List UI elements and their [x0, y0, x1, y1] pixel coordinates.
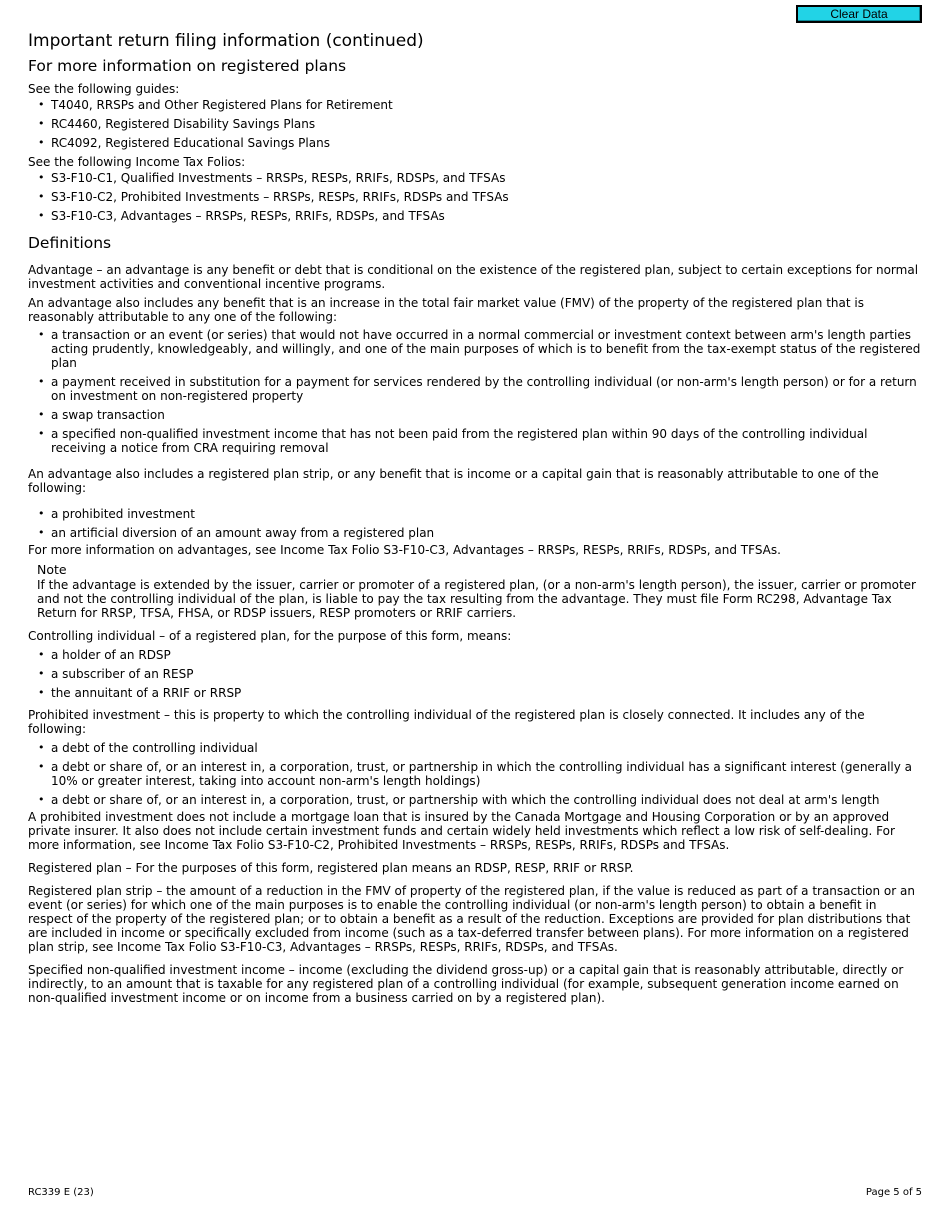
page-number: Page 5 of 5 [865, 1187, 922, 1198]
specified-income-definition: Specified non-qualified investment income – income (excluding the dividend gross-up) or a capital gain that is reasonably attributable, directly or indirectly, to an amount that is taxable for any registered plan of a controlling individual (for example, subsequent generation income earned on non-qualified investment income or on income from a business carried on by a registered plan). [28, 963, 904, 1005]
page-title: Important return filing information (continued) [28, 31, 424, 51]
controlling-list [28, 648, 922, 700]
list-item: • RC4460, Registered Disability Savings Plans [51, 117, 922, 133]
list-item: • a debt or share of, or an interest in, a corporation, trust, or partnership in which the controlling individual has a significant interest (generally a 10% or greater interest, taking into account non-arm's length holdings) [51, 760, 922, 788]
list-item: • a specified non-qualified investment income that has not been paid from the registered plan within 90 days of the controlling individual receiving a notice from CRA requiring removal [51, 427, 922, 455]
list-item: • a transaction or an event (or series) that would not have occurred in a normal commercial or investment context between arm's length parties acting prudently, knowledgeably, and willingly, and one of the main purposes of which is to benefit from the tax-exempt status of the registered plan [51, 328, 922, 370]
advantage-definition: Advantage – an advantage is any benefit or debt that is conditional on the existence of the registered plan, subject to certain exceptions for normal investment activities and conventional incentive programs. [28, 263, 919, 291]
guides-intro: See the following guides: [28, 82, 180, 96]
folios-list [28, 171, 922, 225]
list-item: • S3-F10-C3, Advantages – RRSPs, RESPs, RRIFs, RDSPs, and TFSAs [51, 209, 922, 225]
form-id: RC339 E (23) [28, 1187, 94, 1198]
list-item: • a swap transaction [51, 408, 922, 422]
advantage-more-info: For more information on advantages, see Income Tax Folio S3-F10-C3, Advantages – RRSPs, RESPs, RRIFs, RDSPs, and TFSAs. [28, 543, 781, 557]
list-item: • T4040, RRSPs and Other Registered Plans for Retirement [51, 98, 922, 114]
prohibited-investment-definition: Prohibited investment – this is property to which the controlling individual of the registered plan is closely connected. It includes any of the following: [28, 708, 865, 736]
list-item: • the annuitant of a RRIF or RRSP [51, 686, 922, 700]
advantage-strip: An advantage also includes a registered plan strip, or any benefit that is income or a capital gain that is reasonably attributable to one of the following: [28, 467, 879, 495]
note-box [37, 563, 922, 620]
prohibited-exclusions: A prohibited investment does not include a mortgage loan that is insured by the Canada Mortgage and Housing Corporation or by an approved private insurer. It also does not include certain investment funds and certain widely held investments which reflect a low risk of self-dealing. For more information, see Income Tax Folio S3-F10-C2, Prohibited Investments – RRSPs, RESPs, RRIFs, RDSPs and TFSAs. [28, 810, 895, 852]
list-item: • a prohibited investment [51, 507, 922, 521]
definitions-heading: Definitions [28, 234, 112, 252]
registered-plan-strip-definition: Registered plan strip – the amount of a reduction in the FMV of property of the registered plan, if the value is reduced as part of a transaction or an event (or series) for which one of the main purposes is to enable the controlling individual (or non-arm's length person) to obtain a benefit in respect of the property of the registered plan; or to obtain a benefit as a result of the reduction. Exceptions are provided for plan distributions that are included in income or specifically excluded from income (such as a tax-deferred transfer between plans). For more information on a registered plan strip, see Income Tax Folio S3-F10-C3, Advantages – RRSPs, RESPs, RRIFs, RDSPs, and TFSAs. [28, 884, 915, 954]
content [28, 81, 922, 1005]
note-text: If the advantage is extended by the issuer, carrier or promoter of a registered plan, (or a non-arm's length person), the issuer, carrier or promoter and not the controlling individual of the plan, is liable to pay the tax resulting from the advantage. They must file Form RC298, Advantage Tax Return for RRSP, TFSA, FHSA, or RDSP issuers, RESP promoters or RRIF carriers. [37, 578, 916, 620]
advantage-fmv: An advantage also includes any benefit that is an increase in the total fair market value (FMV) of the property of the registered plan that is reasonably attributable to any one of the following: [28, 296, 864, 324]
clear-data-button[interactable]: Clear Data [796, 5, 922, 23]
list-item: • S3-F10-C1, Qualified Investments – RRSPs, RESPs, RRIFs, RDSPs, and TFSAs [51, 171, 922, 187]
list-item: • a payment received in substitution for a payment for services rendered by the controlling individual (or non-arm's length person) or for a return on investment on non-registered property [51, 375, 922, 403]
definitions-body [28, 263, 922, 1005]
list-item: • a subscriber of an RESP [51, 667, 922, 681]
more-info-heading: For more information on registered plans [28, 57, 347, 75]
controlling-individual-definition: Controlling individual – of a registered plan, for the purpose of this form, means: [28, 629, 512, 643]
advantage-list-2 [28, 507, 922, 540]
note-title: Note [37, 562, 67, 577]
list-item: • RC4092, Registered Educational Savings Plans [51, 136, 922, 152]
guides-list [28, 98, 922, 152]
list-item: • a holder of an RDSP [51, 648, 922, 662]
list-item: • S3-F10-C2, Prohibited Investments – RRSPs, RESPs, RRIFs, RDSPs and TFSAs [51, 190, 922, 206]
list-item: • a debt or share of, or an interest in, a corporation, trust, or partnership with which the controlling individual does not deal at arm's length [51, 793, 922, 807]
list-item: • a debt of the controlling individual [51, 741, 922, 755]
prohibited-list [28, 741, 922, 807]
advantage-list [28, 328, 922, 455]
folios-intro: See the following Income Tax Folios: [28, 155, 246, 169]
registered-plan-definition: Registered plan – For the purposes of this form, registered plan means an RDSP, RESP, RRIF or RRSP. [28, 861, 634, 875]
list-item: • an artificial diversion of an amount away from a registered plan [51, 526, 922, 540]
